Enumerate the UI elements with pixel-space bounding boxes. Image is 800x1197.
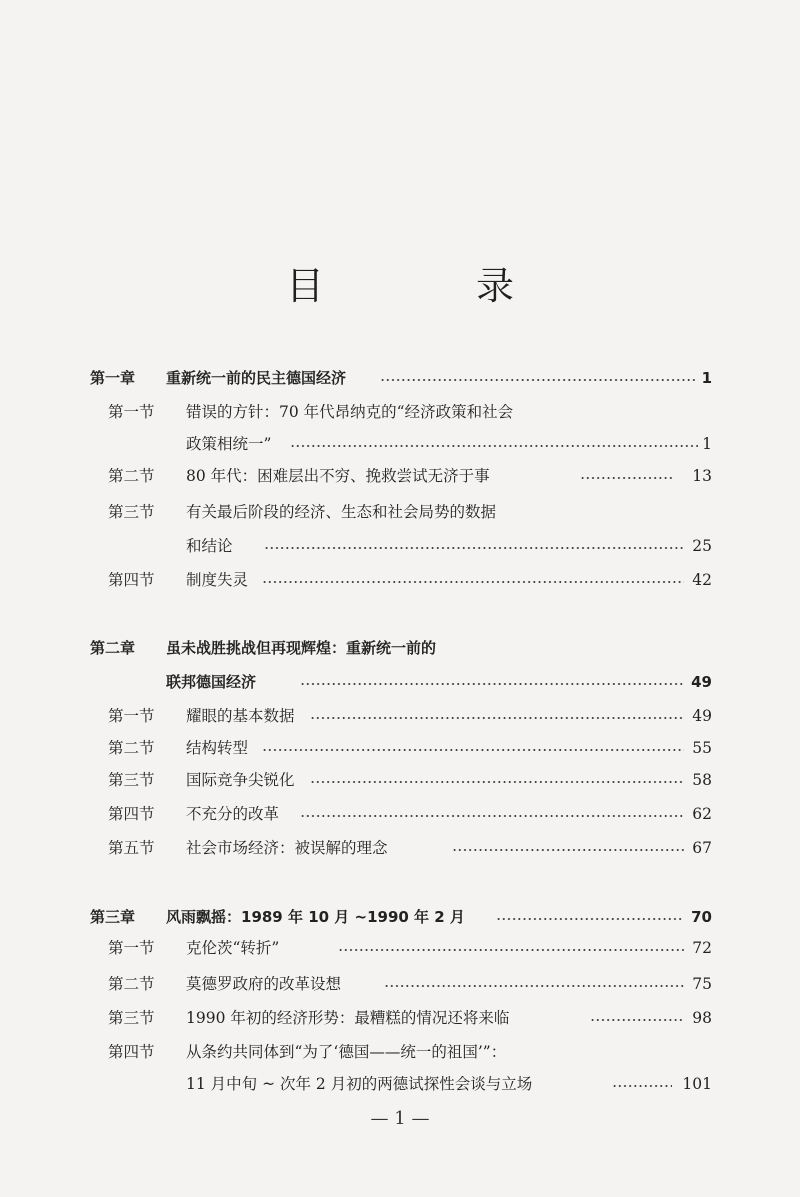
chapter-label: 第一章 [90,369,136,387]
dot-leader [300,815,684,817]
section-label: 第一节 [108,707,155,725]
dot-leader [262,581,684,583]
dot-leader [310,717,684,719]
dot-leader [496,918,684,920]
chapter-title: 重新统一前的民主德国经济 [166,369,347,387]
section-3-4-entry[interactable] [0,1038,800,1066]
section-1-4-entry[interactable] [0,566,800,594]
dot-leader [290,445,698,447]
page-number: 75 [692,975,712,993]
page-number: 72 [692,939,712,957]
section-title: 国际竞争尖锐化 [186,771,295,789]
section-title: 从条约共同体到“为了‘德国——统一的祖国’”： [186,1043,507,1061]
page-number: 62 [692,805,712,823]
dot-leader [300,683,684,685]
chapter-label: 第三章 [90,908,136,926]
page-title: 目 录 [285,264,585,308]
section-title: 制度失灵 [186,571,249,589]
dot-leader [612,1085,672,1087]
section-2-2-entry[interactable] [0,734,800,762]
page-number: 13 [692,467,712,485]
section-label: 第二节 [108,467,155,485]
page-number: 98 [692,1009,712,1027]
chapter-title: 虽未战胜挑战但再现辉煌：重新统一前的 [166,639,437,657]
page-footer: — 1 — [370,1108,430,1129]
section-2-3-entry[interactable] [0,766,800,794]
section-title: 结构转型 [186,739,249,757]
section-3-3-entry[interactable] [0,1004,800,1032]
section-title: 1990 年初的经济形势：最糟糕的情况还将来临 [186,1009,510,1027]
chapter-1-entry[interactable] [0,364,800,392]
page-number: 42 [692,571,712,589]
page-number: 49 [691,673,712,691]
section-label: 第四节 [108,805,155,823]
section-3-4-continuation[interactable] [0,1070,800,1098]
dot-leader [384,985,684,987]
dot-leader [380,379,698,381]
dot-leader [452,849,684,851]
section-1-1-entry[interactable] [0,398,800,426]
page-number: 49 [692,707,712,725]
dot-leader [590,1019,684,1021]
section-1-2-entry[interactable] [0,462,800,490]
section-label: 第四节 [108,571,155,589]
section-2-4-entry[interactable] [0,800,800,828]
chapter-3-entry[interactable] [0,903,800,931]
dot-leader [264,547,684,549]
section-label: 第五节 [108,839,155,857]
section-label: 第四节 [108,1043,155,1061]
dot-leader [262,749,684,751]
section-2-1-entry[interactable] [0,702,800,730]
section-title-cont: 11 月中旬 ~ 次年 2 月初的两德试探性会谈与立场 [186,1075,533,1093]
section-label: 第三节 [108,771,155,789]
dot-leader [580,477,674,479]
section-title-cont: 和结论 [186,537,233,555]
chapter-label: 第二章 [90,639,136,657]
section-title: 莫德罗政府的改革设想 [186,975,342,993]
chapter-title-cont: 联邦德国经济 [166,673,257,691]
section-title: 有关最后阶段的经济、生态和社会局势的数据 [186,503,497,521]
page-number: 1 [701,369,712,387]
section-title: 80 年代：困难层出不穷、挽救尝试无济于事 [186,467,490,485]
page-number: 25 [692,537,712,555]
section-3-2-entry[interactable] [0,970,800,998]
page-number: 55 [692,739,712,757]
section-1-1-continuation[interactable] [0,430,800,458]
section-title-cont: 政策相统一” [186,435,272,453]
page-number: 58 [692,771,712,789]
section-title: 耀眼的基本数据 [186,707,295,725]
dot-leader [338,949,684,951]
section-label: 第一节 [108,939,155,957]
section-title: 克伦茨“转折” [186,939,280,957]
page-number: 1 [702,435,712,453]
section-label: 第一节 [108,403,155,421]
page-number: 101 [682,1075,712,1093]
section-1-3-continuation[interactable] [0,532,800,560]
section-label: 第三节 [108,503,155,521]
dot-leader [310,781,684,783]
section-label: 第二节 [108,975,155,993]
chapter-2-continuation[interactable] [0,668,800,696]
section-1-3-entry[interactable] [0,498,800,526]
section-title: 错误的方针：70 年代昂纳克的“经济政策和社会 [186,403,514,421]
page-number: 67 [692,839,712,857]
section-title: 不充分的改革 [186,805,280,823]
chapter-title: 风雨飘摇：1989 年 10 月 ~1990 年 2 月 [166,908,465,926]
section-label: 第三节 [108,1009,155,1027]
section-title: 社会市场经济：被误解的理念 [186,839,388,857]
chapter-2-entry[interactable] [0,634,800,662]
section-3-1-entry[interactable] [0,934,800,962]
section-label: 第二节 [108,739,155,757]
section-2-5-entry[interactable] [0,834,800,862]
page-number: 70 [691,908,712,926]
